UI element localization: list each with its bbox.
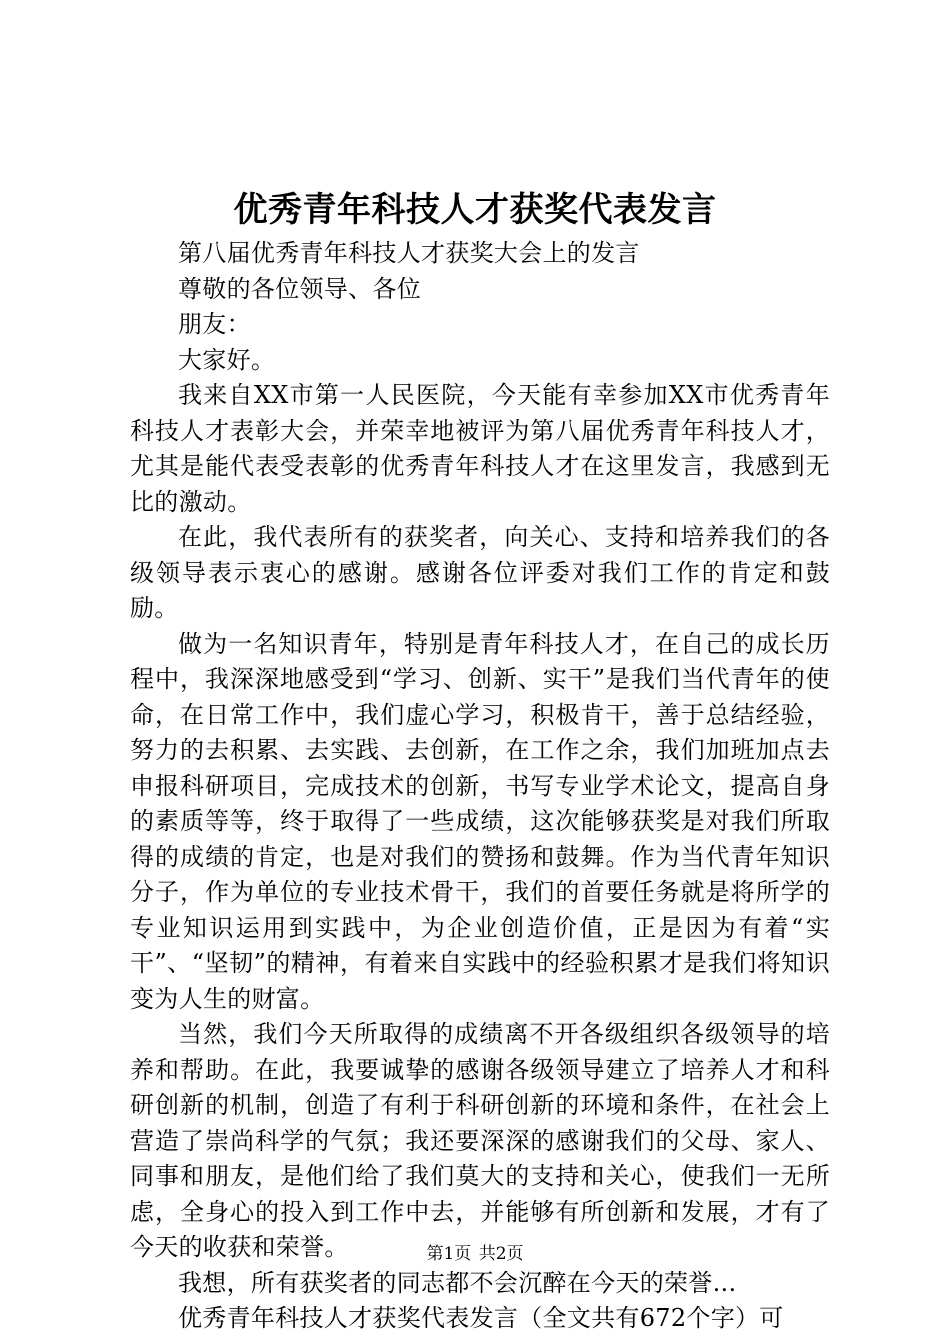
- paragraph-intro: 我来自XX市第一人民医院，今天能有幸参加XX市优秀青年科技人才表彰大会，并荣幸地被评为第八届优秀青年科技人才，尤其是能代表受表彰的优秀青年科技人才在这里发言，我感到无比的激动。: [130, 381, 830, 516]
- paragraph-thanks: 在此，我代表所有的获奖者，向关心、支持和培养我们的各级领导表示衷心的感谢。感谢各位评委对我们工作的肯定和鼓励。: [130, 523, 830, 622]
- page-total: 共2页: [478, 1244, 524, 1264]
- page-title: 优秀青年科技人才获奖代表发言: [233, 190, 717, 230]
- paragraph-growth: 做为一名知识青年，特别是青年科技人才，在自己的成长历程中，我深深地感受到“学习、创新、实干”是我们当代青年的使命，在日常工作中，我们虚心学习，积极肯干，善于总结经验，努力的去积累、去实践、去创新，在工作之余，我们加班加点去申报科研项目，完成技术的创新，书写专业学术论文，提高自身的素质等等，终于取得了一些成绩，这次能够获奖是对我们所取得的成绩的肯定，也是对我们的赞扬和鼓舞。作为当代青年知识分子，作为单位的专业技术骨干，我们的首要任务就是将所学的专业知识运用到实践中，为企业创造价值，正是因为有着“实干”、“坚韧”的精神，有着来自实践中的经验积累才是我们将知识变为人生的财富。: [130, 629, 830, 1013]
- paragraph-summary: 优秀青年科技人才获奖代表发言（全文共有672个字）可: [178, 1304, 784, 1332]
- page-footer: [0, 1242, 950, 1266]
- paragraph-salutation: 尊敬的各位领导、各位: [178, 274, 421, 303]
- paragraph-subtitle: 第八届优秀青年科技人才获奖大会上的发言: [178, 239, 640, 267]
- paragraph-greeting: 大家好。: [178, 345, 276, 374]
- document-body: [130, 236, 830, 1337]
- page-number: 第1页: [426, 1244, 472, 1264]
- paragraph-salutation-cont: 朋友：: [178, 310, 251, 338]
- paragraph-gratitude: 当然，我们今天所取得的成绩离不开各级组织各级领导的培养和帮助。在此，我要诚挚的感谢各级领导建立了培养人才和科研创新的机制，创造了有利于科研创新的环境和条件，在社会上营造了崇尚科学的气氛；我还要深深的感谢我们的父母、家人、同事和朋友，是他们给了我们莫大的支持和关心，使我们一无所虑，全身心的投入到工作中去，并能够有所创新和发展，才有了今天的收获和荣誉。: [130, 1020, 830, 1261]
- paragraph-closing: 我想，所有获奖者的同志都不会沉醉在今天的荣誉...: [178, 1268, 737, 1297]
